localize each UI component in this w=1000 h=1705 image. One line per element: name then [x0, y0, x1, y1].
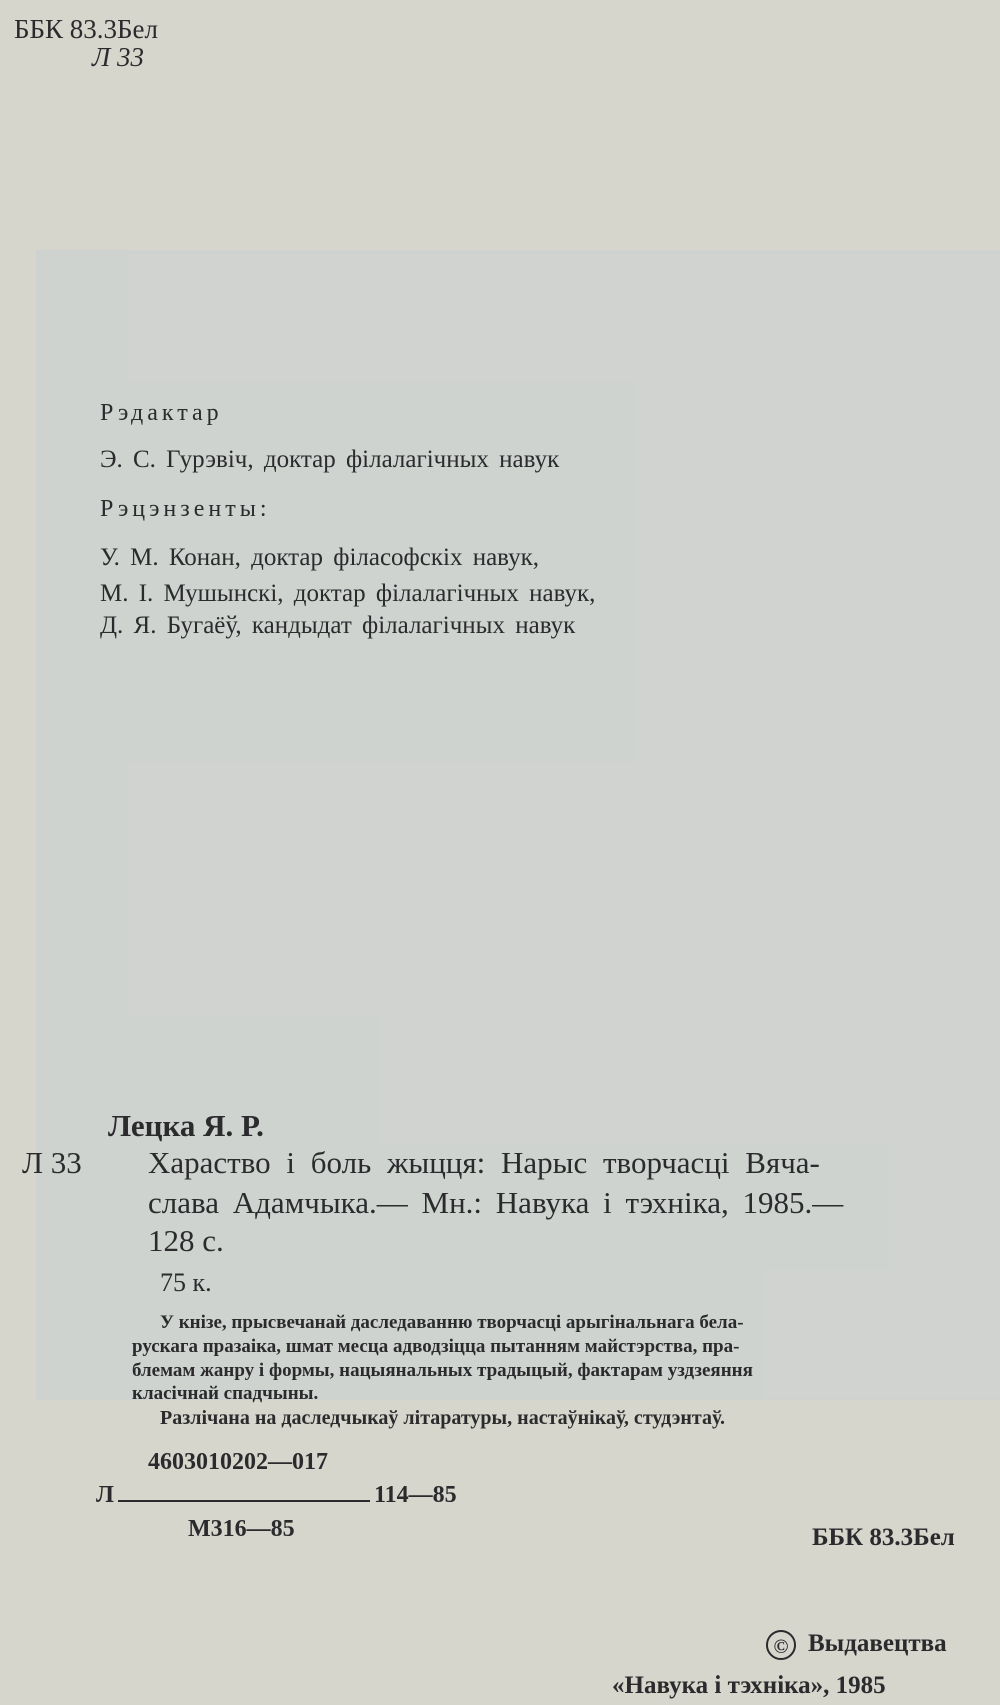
catalog-title-line: слава Адамчыка.— Мн.: Навука і тэхніка, 1985.—: [148, 1185, 844, 1220]
annotation-line: У кнізе, прысвечанай даследаванню творчасці арыгінальнага бела-: [160, 1312, 744, 1333]
catalog-author: Лецка Я. Р.: [108, 1108, 264, 1143]
catalog-pages: 128 с.: [148, 1223, 224, 1258]
editor-heading: Рэдактар: [100, 400, 223, 426]
audience-line: Разлічана на даследчыкаў літаратуры, настаўнікаў, студэнтаў.: [160, 1407, 725, 1429]
index-letter: Л: [96, 1482, 114, 1508]
annotation-line: рускага празаіка, шмат месца адводзіцца пытанням майстэрства, пра-: [132, 1336, 740, 1357]
index-bottom: М316—85: [188, 1516, 295, 1542]
index-fraction-rule: [118, 1500, 370, 1502]
shelf-code-top: Л 33: [92, 42, 145, 72]
editor-name: Э. С. Гурэвіч, доктар філалагічных навук: [100, 446, 560, 473]
index-right: 114—85: [374, 1482, 457, 1508]
publisher-label: Выдавецтва: [808, 1630, 947, 1657]
catalog-price: 75 к.: [160, 1268, 212, 1297]
index-top: 4603010202—017: [148, 1449, 328, 1475]
copyright-line: [766, 1630, 947, 1660]
bbk-code-top: ББК 83.3Бел: [14, 14, 158, 44]
reviewer-item: У. М. Конан, доктар філасофскіх навук,: [100, 544, 540, 571]
annotation-line: класічнай спадчыны.: [132, 1383, 319, 1404]
reviewers-heading: Рэцэнзенты:: [100, 496, 271, 522]
catalog-title-line: Хараство і боль жыцця: Нарыс творчасці Вяча-: [148, 1145, 820, 1180]
publisher-name: «Навука і тэхніка», 1985: [612, 1672, 886, 1699]
reviewer-item: М. І. Мушынскі, доктар філалагічных навук,: [100, 580, 596, 607]
reviewer-item: Д. Я. Бугаёў, кандыдат філалагічных навук: [100, 612, 576, 639]
annotation-line: блемам жанру і формы, нацыянальных традыцый, фактарам уздзеяння: [132, 1360, 753, 1381]
copyright-icon: ©: [766, 1630, 796, 1660]
bbk-code-bottom: ББК 83.3Бел: [812, 1524, 955, 1551]
catalog-code: Л 33: [22, 1145, 82, 1180]
